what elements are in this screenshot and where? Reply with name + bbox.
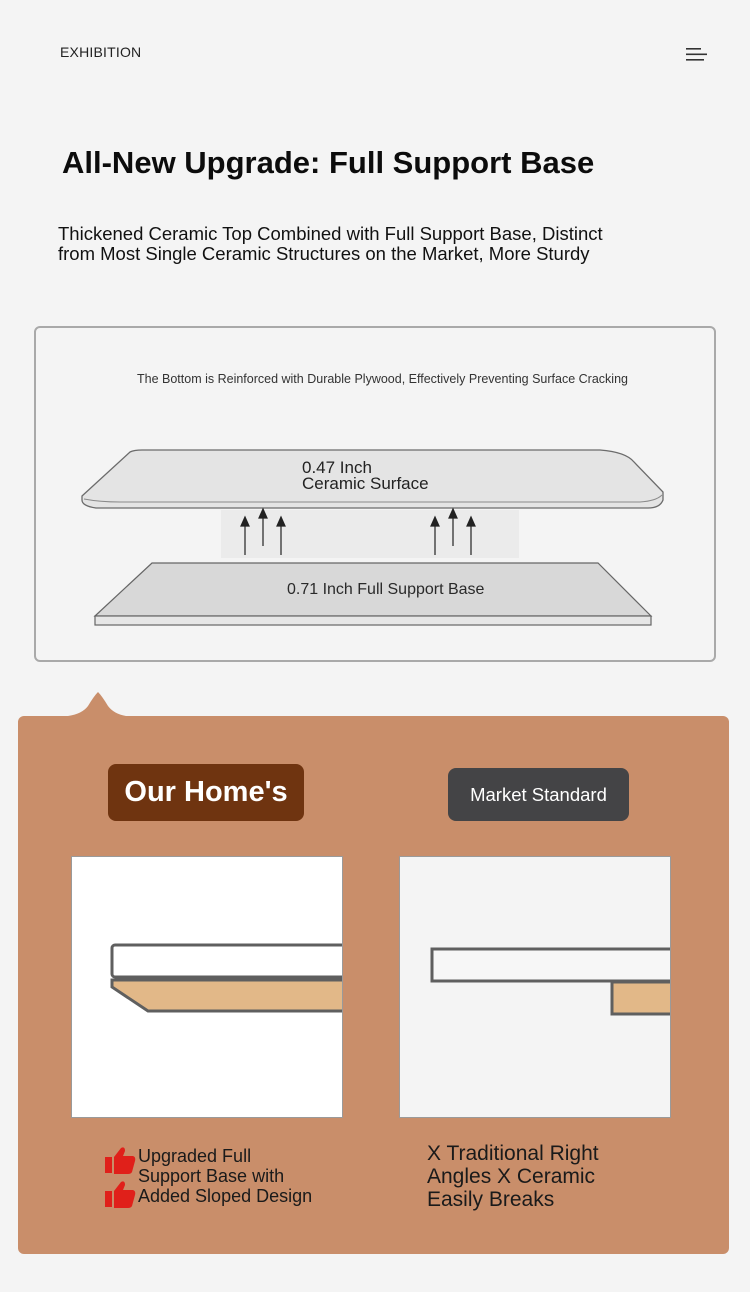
- our-product-badge: Our Home's: [108, 764, 304, 821]
- market-standard-badge: Market Standard: [448, 768, 629, 821]
- our-product-caption: [138, 1146, 348, 1206]
- caption-line: Upgraded Full: [138, 1146, 252, 1166]
- our-product-illustration: [71, 856, 343, 1118]
- page-title: All-New Upgrade: Full Support Base: [62, 145, 595, 180]
- brand-logo[interactable]: EXHIBITION: [60, 44, 142, 60]
- reinforcement-note: The Bottom is Reinforced with Durable Plywood, Effectively Preventing Surface Cracking: [137, 372, 628, 386]
- page-subtitle: Thickened Ceramic Top Combined with Full Support Base, Distinct from Most Single Ceramic Structures on the Market, More Sturdy: [58, 223, 603, 264]
- ceramic-thickness: 0.47 Inch: [302, 458, 372, 477]
- ceramic-surface-label: [302, 460, 429, 492]
- thumbs-up-icon: [104, 1146, 136, 1174]
- market-product-illustration: [399, 856, 671, 1118]
- support-base-label: 0.71 Inch Full Support Base: [287, 581, 485, 598]
- market-product-caption: X Traditional Right Angles X Ceramic Easily Breaks: [427, 1142, 599, 1211]
- thumbs-up-icon: [104, 1180, 136, 1208]
- caption-line: Support Base with: [138, 1166, 285, 1186]
- caption-line: Added Sloped Design: [138, 1186, 313, 1206]
- ceramic-name: Ceramic Surface: [302, 474, 429, 493]
- panel-notch: [68, 692, 128, 718]
